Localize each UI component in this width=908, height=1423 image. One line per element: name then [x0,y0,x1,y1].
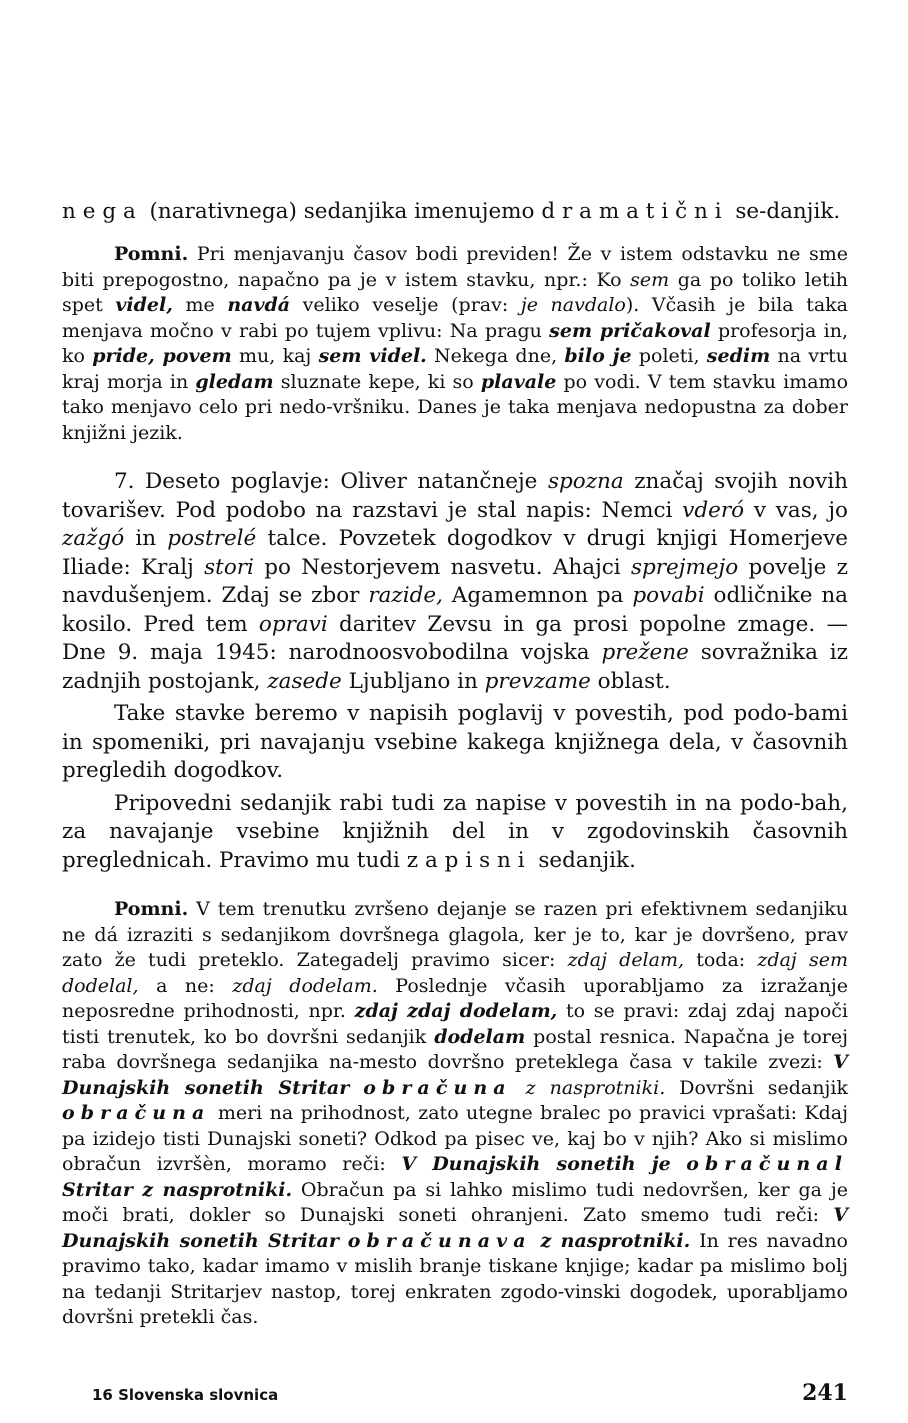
bold-italic-run: zdaj zdaj dodelam, [354,1000,558,1022]
bold-italic-run: gledam [195,370,274,393]
spaced-term: zapisni [406,847,532,873]
text-run: Ljubljano in [341,668,485,694]
opening-paragraph [62,198,848,226]
example-paragraph-7 [62,468,848,696]
bold-italic-run: z nasprotniki. [540,1229,691,1252]
text-run: poleti, [631,345,707,367]
italic-run: zažgó [62,526,125,551]
text-run: veliko veselje (prav: [290,294,521,316]
text-run: postal resnica. Napačna je torej raba dovršnega sedanjika na-mesto dovršno preteklega časa v takile zvezi: [62,1025,848,1073]
text-run: značaj svojih novih tovarišev. Pod podobo na razstavi je stal napis: Nemci [62,469,848,523]
text-run: 7. Deseto poglavje: Oliver natančneje [114,469,548,494]
pomni-note-1 [62,242,848,446]
text-run: Poslednje včasih uporabljamo za izražanje neposredne prihodnosti, npr. [62,974,848,1022]
bold-italic-run: sem videl. [318,345,427,367]
italic-run: stori [204,554,254,580]
text-run: povelje z navdušenjem. Zdaj se zbor [62,554,848,608]
text-run: Obračun pa si lahko mislimo tudi nedovršen, ker ga je moči brati, dokler so Dunajski soneti ohranjeni. Zato smemo tudi reči: [62,1178,848,1226]
italic-run: sem [630,268,670,291]
bold-italic-run: V Dunajskih sonetih je [401,1153,671,1175]
bold-italic-run: sem pričakoval [549,319,711,342]
text-run: V tem trenutku zvršeno dejanje se razen pri efektivnem sedanjiku ne dá izraziti s sedanjikom dovršnega glagola, ker je to, kar je dovršeno, prav zato že tudi preteklo. Zategadelj pravimo sicer: [62,898,848,971]
text-run: In res navadno pravimo tako, kadar imamo v mislih branje tiskane knjige; kadar pa mislimo bolj na tedanji Stritarjev nastop, torej enkraten zgodo-vinski dogodek, uporabljamo dovršni pretekli čas. [62,1229,848,1328]
text-run: po Nestorjevem nasvetu. Ahajci [253,554,631,580]
italic-run: razide, [368,583,443,608]
usage-paragraph: Take stavke beremo v napisih poglavij v povestih, pod podo-bami in spomeniki, pri navajanju vsebine kakega knjižnega dela, v časovnih pregledih dogodkov. [62,701,848,783]
text-run: to se pravi: zdaj zdaj napoči tisti trenutek, ko bo dovršni sedanjik [62,1000,848,1048]
text-run: odličnike na kosilo. Pred tem [62,583,848,637]
text-run: na vrtu kraj morja in [62,345,848,393]
text-run: Pri menjavanju časov bodi previden! Že v istem odstavku ne sme biti prepogostno, napačno pa je v istem stavku, npr.: Ko [62,243,848,291]
spaced-term: obračunal [686,1153,848,1175]
text-run: mu, kaj [231,345,319,367]
text-run: talce. Povzetek dogodkov v drugi knjigi Homerjeve Iliade: Kralj [62,526,848,580]
bold-italic-run: bilo je [564,345,632,367]
text-run: a ne: [138,974,233,997]
italic-run: vderó [682,497,745,523]
bold-italic-run: videl, [115,294,173,316]
bold-italic-run: V Dunajskih sonetih Stritar [62,1051,848,1099]
text-run: in [124,526,168,551]
text-run: daritev Zevsu in ga prosi popolne zmage. — Dne 9. maja 1945: narodnoosvobodilna vojska [62,611,848,665]
bold-italic-run: pride, povem [92,345,232,367]
text-run: v vas, jo [744,497,848,523]
text-run: sedanjik. [531,847,636,873]
bold-italic-run: plavale [480,370,557,393]
text-run: ). Včasih je bila taka menjava močno v rabi po tujem vplivu: Na pragu [62,294,849,342]
text-run: oblast. [590,668,671,694]
italic-run: povabi [632,583,705,608]
text-run: po vodi. V tem stavku imamo tako menjavo celo pri nedo-vršniku. Danes je taka menjava nedopustna za dober knjižni jezik. [62,370,849,444]
page-number: 241 [802,1380,848,1406]
note-label: Pomni. [114,243,189,265]
bold-italic-run: Stritar z nasprotniki. [62,1178,293,1201]
page-body [62,198,848,1331]
spaced-term: dramatični [541,199,729,224]
spaced-term: nega [62,199,143,224]
text-run: se-danjik. [728,199,841,224]
text-run: Agamemnon pa [442,583,633,608]
italic-run: sprejmejo [630,554,739,580]
text-run: toda: [684,949,758,971]
spaced-term: obračuna [62,1102,211,1124]
spaced-term: obračuna [363,1076,512,1099]
italic-run: zdaj delam, [567,949,685,971]
italic-run: zdaj dodelam. [232,974,378,997]
text-run: (narativnega) sedanjika imenujemo [142,199,542,224]
bold-italic-run: navdá [227,294,291,316]
text-run: ga po toliko letih spet [62,268,848,316]
italic-run: z nasprotniki. [525,1076,666,1099]
text-run: profesorja in, ko [62,319,848,367]
italic-run: zasede [267,668,342,694]
bold-italic-run: dodelam [434,1025,526,1048]
italic-run: je navdalo [520,294,626,316]
text-run: sluznate kepe, ki so [273,370,481,393]
italic-run: postrelé [167,526,257,551]
italic-run: prevzame [484,668,591,694]
italic-run: prežene [601,640,689,665]
text-run: meri na prihodnost, zato utegne bralec po pravici vprašati: Kdaj pa izidejo tisti Dunajski soneti? Odkod pa pisec ve, kaj bo v njih? Ako si mislimo obračun izvršèn, moramo reči: [62,1102,848,1175]
text-run: Nekega dne, [426,345,565,367]
text-run: Pripovedni sedanjik rabi tudi za napise v povestih in na podo-bah, za navajanje vsebine knjižnih del in v zgodovinskih časovnih preglednicah. Pravimo mu tudi [62,790,848,873]
italic-run: zdaj sem dodelal, [62,949,848,997]
page-footer-signature: 16 Slovenska slovnica [92,1386,279,1404]
bold-italic-run: V Dunajskih sonetih Stritar [62,1204,848,1252]
text-run: Dovršni sedanjik [665,1076,848,1099]
note-label: Pomni. [114,898,189,920]
italic-run: spozna [547,469,624,494]
pomni-note-2 [62,897,848,1331]
spaced-term: obračunava [347,1229,532,1252]
zapisni-paragraph [62,790,848,876]
text-run: me [172,294,228,316]
bold-italic-run: sedim [706,345,771,367]
text-run: sovražnika iz zadnjih postojank, [62,640,848,694]
italic-run: opravi [258,611,328,637]
